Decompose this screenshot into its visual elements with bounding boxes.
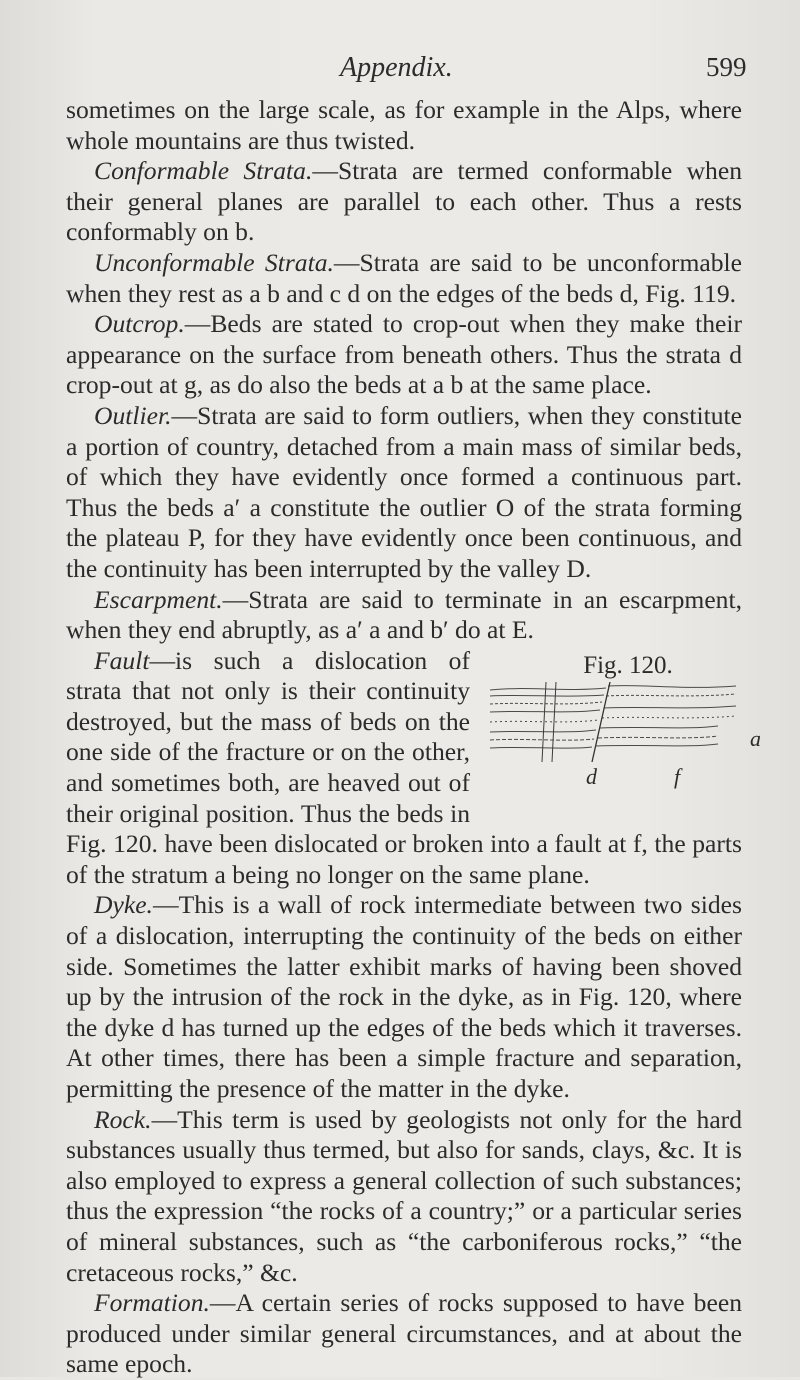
paragraph-text: —This term is used by geologists not only for the hard substances usually thus termed, but also for sands, clays, &c. It is also employed to express a general collection of such substances; thus the expression “the rocks of a country;” or a particular series of mineral substances, such as “the carboniferous rocks,” “the cretaceous rocks,” &c. [66,1104,742,1287]
term-heading: Rock. [94,1104,152,1134]
term-heading: Formation. [94,1288,210,1318]
paragraph-formation [66,1288,742,1380]
paragraph-text: —Strata are said to terminate in an escarpment, when they end abruptly, as a′ a and b′ do at E. [66,584,742,645]
fault-diagram [486,682,742,792]
paragraph-fault [66,645,761,891]
term-heading: Outcrop. [94,309,185,339]
figure-label-d: d [586,763,597,789]
paragraph-text: —is such a dislocation of strata that not only is their continuity destroyed, but the mass of beds on the one side of the fracture or on the other, and sometimes both, are heaved out of their original position. Thus the beds in Fig. 120. have been dislocated or broken into a fault at f, the parts of the stratum a being no longer on the same plane. [66,645,742,889]
paragraph-text: —Strata are termed conformable when their general planes are parallel to each other. Thus a rests conformably on b. [66,156,743,247]
paragraph-text: —Beds are stated to crop-out when they make their appearance on the surface from beneath others. Thus the strata d crop-out at g, as do also the beds at a b at the same place. [66,309,742,400]
strata-right [596,685,736,745]
paragraph-unconformable-strata [66,248,742,309]
paragraph-conformable-strata [66,156,742,248]
body-text [66,95,761,1380]
figure-label-f: f [674,763,681,789]
figure-caption: Fig. 120. [583,651,673,679]
page-header [0,50,800,90]
term-heading: Outlier. [94,400,172,430]
term-heading: Escarpment. [94,584,223,614]
term-heading: Unconformable Strata. [94,247,334,277]
paragraph-outlier [66,401,742,585]
term-heading: Conformable Strata. [94,156,313,186]
paragraph-text: sometimes on the large scale, as for example in the Alps, where whole mountains are thus twisted. [66,95,742,155]
figure-label-a: a [750,725,761,751]
figure-120 [486,651,761,802]
paragraph-text: —Strata are said to be unconformable when they rest as a b and c d on the edges of the beds d, Fig. 119. [66,247,742,308]
paragraph-rock [66,1105,742,1289]
paragraph-text: —This is a wall of rock intermediate between two sides of a dislocation, interrupting the continuity of the beds on either side. Sometimes the latter exhibit marks of having been shoved up by the intrusion of the rock in the dyke, as in Fig. 120, where the dyke d has turned up the edges of the beds which it traverses. At other times, there has been a simple fracture and separation, permitting the presence of the matter in the dyke. [66,890,742,1103]
paragraph-text: —A certain series of rocks supposed to have been produced under similar general circumstances, and at about the same epoch. [66,1288,742,1379]
strata-left [490,688,606,748]
fault-line [592,682,610,762]
term-heading: Dyke. [94,890,153,920]
paragraph-dyke [66,890,742,1104]
paragraph-escarpment [66,585,742,646]
term-heading: Fault [94,645,150,675]
page-number: 599 [706,52,747,82]
paragraph-continuation [66,95,742,156]
dyke [542,682,556,762]
paragraph-text: —Strata are said to form outliers, when they constitute a portion of country, detached from a main mass of similar beds, of which they have evidently once formed a continuous part. Thus the beds a′ a constitute the outlier O of the strata forming the plateau P, for they have evidently once been continuous, and the continuity has been interrupted by the valley D. [66,400,742,583]
paragraph-outcrop [66,309,742,401]
running-head: Appendix. [340,52,453,83]
